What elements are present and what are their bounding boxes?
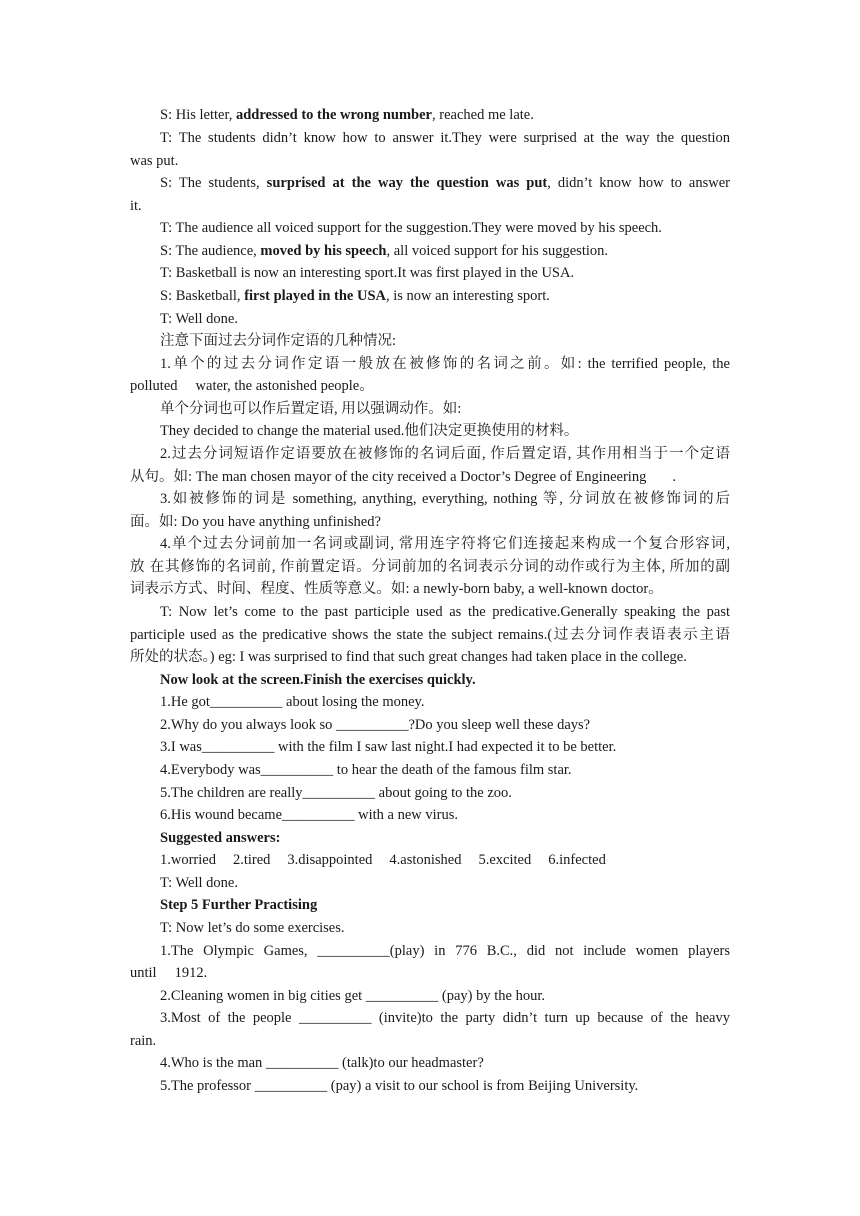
text-line: S: Basketball, first played in the USA, is now an interesting sport.: [160, 288, 550, 304]
text-line: T: Basketball is now an interesting sport.It was first played in the USA.: [160, 265, 575, 281]
exercise-item: 2.Why do you always look so __________?Do you sleep well these days?: [160, 717, 591, 733]
text-line: polluted water, the astonished people。: [130, 378, 374, 394]
text-line: S: The students, surprised at the way the question was put, didn’t know how to answer: [160, 175, 730, 191]
text-line: 所处的状态。) eg: I was surprised to find that such great changes had taken place in the college.: [130, 649, 687, 665]
exercise-item: 6.His wound became__________ with a new virus.: [160, 807, 459, 823]
text-line: 单个分词也可以作后置定语, 用以强调动作。如:: [160, 401, 462, 417]
exercise-item: 1.He got__________ about losing the money.: [160, 694, 425, 710]
answers-line: 1.worried 2.tired 3.disappointed 4.astonished 5.excited 6.infected: [160, 852, 606, 868]
section-heading: Suggested answers:: [160, 830, 281, 846]
exercise-item: 2.Cleaning women in big cities get __________ (pay) by the hour.: [160, 988, 545, 1004]
text-line: 2.过去分词短语作定语要放在被修饰的名词后面, 作后置定语, 其作用相当于一个定语: [160, 446, 730, 462]
text-line: rain.: [130, 1033, 157, 1049]
exercise-item: 3.Most of the people __________ (invite)to the party didn’t turn up because of the heavy: [160, 1010, 730, 1026]
text-line: S: His letter, addressed to the wrong number, reached me late.: [160, 107, 534, 123]
text-line: was put.: [130, 153, 179, 169]
text-line: 面。如: Do you have anything unfinished?: [130, 514, 381, 530]
text-line: They decided to change the material used.他们决定更换使用的材料。: [160, 423, 579, 439]
text-line: 4.单个过去分词前加一名词或副词, 常用连字符将它们连接起来构成一个复合形容词,: [160, 536, 730, 552]
text-line: 放 在其修饰的名词前, 作前置定语。分词前加的名词表示分词的动作或行为主体, 所加的副: [130, 559, 730, 575]
exercise-item: 4.Everybody was__________ to hear the death of the famous film star.: [160, 762, 572, 778]
text-line: T: Now let’s come to the past participle used as the predicative.Generally speaking the past: [160, 604, 730, 620]
text-line: it.: [130, 198, 142, 214]
text-line: 词表示方式、时间、程度、性质等意义。如: a newly-born baby, a well-known doctor。: [130, 581, 663, 597]
exercise-item: 3.I was__________ with the film I saw last night.I had expected it to be better.: [160, 739, 617, 755]
exercise-item: 5.The professor __________ (pay) a visit to our school is from Beijing University.: [160, 1078, 639, 1094]
text-line: 注意下面过去分词作定语的几种情况:: [160, 333, 397, 349]
text-line: participle used as the predicative shows the state the subject remains.(过去分词作表语表示主语: [130, 627, 730, 643]
text-line: 3.如被修饰的词是 something, anything, everything, nothing 等, 分词放在被修饰词的后: [160, 491, 730, 507]
exercise-item: 4.Who is the man __________ (talk)to our headmaster?: [160, 1055, 484, 1071]
section-heading: Step 5 Further Practising: [160, 897, 318, 913]
text-line: T: Well done.: [160, 311, 238, 327]
text-line: T: The students didn’t know how to answer it.They were surprised at the way the question: [160, 130, 730, 146]
text-line: T: Well done.: [160, 875, 238, 891]
text-line: 从句。如: The man chosen mayor of the city received a Doctor’s Degree of Engineering .: [130, 469, 676, 485]
text-line: T: Now let’s do some exercises.: [160, 920, 345, 936]
exercise-item: 5.The children are really__________ about going to the zoo.: [160, 785, 512, 801]
text-line: until 1912.: [130, 965, 208, 981]
text-line: 1.单个的过去分词作定语一般放在被修饰的名词之前。如: the terrified people, the: [160, 356, 730, 372]
text-line: T: The audience all voiced support for the suggestion.They were moved by his speech.: [160, 220, 662, 236]
section-heading: Now look at the screen.Finish the exercises quickly.: [160, 672, 476, 688]
text-line: S: The audience, moved by his speech, all voiced support for his suggestion.: [160, 243, 609, 259]
exercise-item: 1.The Olympic Games, __________(play) in 776 B.C., did not include women players: [160, 943, 730, 959]
